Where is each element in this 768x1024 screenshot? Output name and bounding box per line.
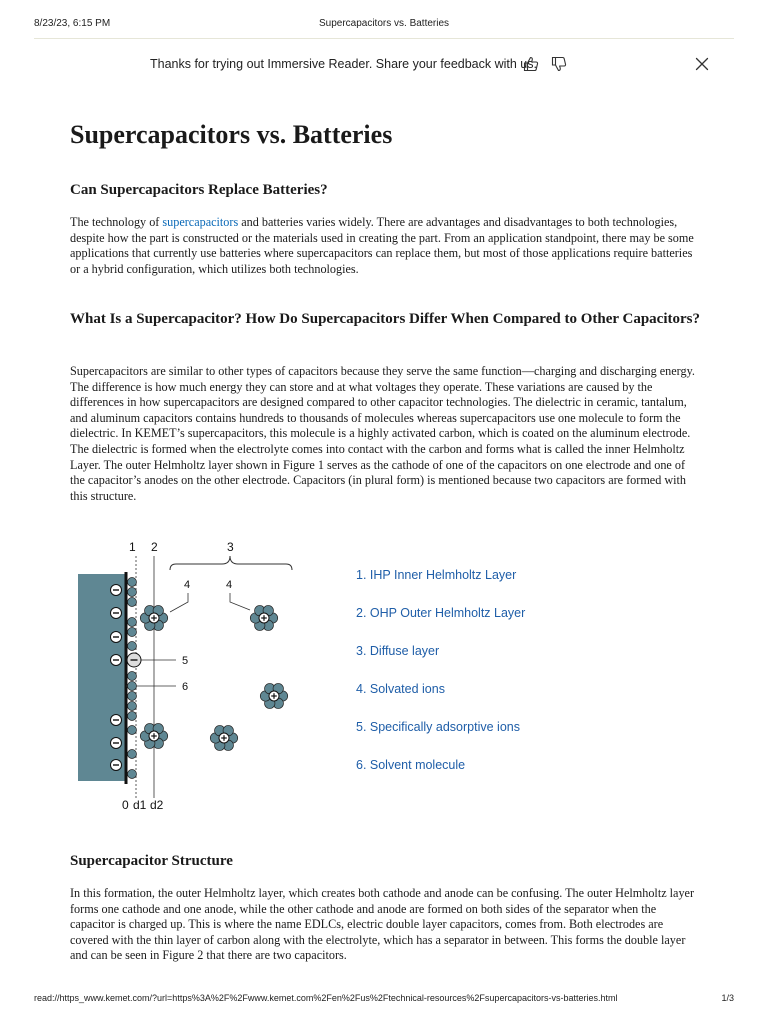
paragraph: Supercapacitors are similar to other types of capacitors because they serve the same function—charging and discharging energy. The difference is how much energy they can store and at what voltages they operate. These variations are caused by the differences in how supercapacitors are designed compared to other capacitor technologies. The dielectric in ceramic, tantalum, and aluminum capacitors contains hundreds to thousands of molecules whereas supercapacitors use one molecule to form the dielectric. In KEMET’s supercapacitors, this molecule is a highly activated carbon, which is coated on the aluminum electrode. The dielectric is formed when the electrolyte comes into contact with the carbon and forms what is called the inner Helmholtz Layer. The outer Helmholtz layer shown in Figure 1 serves as the cathode of one of the capacitors on one electrode and one of the capacitor’s anodes on the other electrode. Capacitors (in plural form) is mentioned because two capacitors are formed with this structure.: [70, 364, 695, 503]
label-d2: d2: [150, 798, 164, 812]
adsorbed-ion: [127, 653, 141, 667]
close-icon[interactable]: [694, 56, 710, 72]
section-structure: [70, 852, 702, 871]
label-d1: d1: [133, 798, 147, 812]
label-4a: 4: [184, 579, 191, 591]
supercapacitors-link[interactable]: supercapacitors: [162, 215, 239, 229]
legend-item: 2. OHP Outer Helmholtz Layer: [356, 606, 526, 620]
label-2: 2: [151, 540, 158, 554]
thumbs-down-icon[interactable]: [550, 55, 568, 73]
legend-item: 1. IHP Inner Helmholtz Layer: [356, 568, 517, 582]
label-6: 6: [182, 681, 189, 693]
solvated-ion: [250, 605, 277, 630]
legend-item: 3. Diffuse layer: [356, 644, 440, 658]
feedback-message: Thanks for trying out Immersive Reader. Share your feedback with us.: [150, 57, 537, 71]
paragraph-text: and batteries varies widely. There are advantages and disadvantages to both technologies, despite how the part is constructed or the materials used in creating the part. From an application standpoint, there may be some applications that currently use batteries where supercapacitors can replace them, but most of those applications require batteries or a hybrid configuration, which utilizes both technologies.: [70, 215, 694, 276]
diffuse-layer-brace: [170, 556, 292, 570]
legend-item: 6. Solvent molecule: [356, 758, 466, 772]
label-3: 3: [227, 540, 234, 554]
feedback-bar: [0, 54, 768, 76]
section-what-is: [70, 310, 702, 329]
section-what-is-body: [70, 364, 702, 504]
section-replace-batteries-body: [70, 215, 702, 277]
section-heading: What Is a Supercapacitor? How Do Supercapacitors Differ When Compared to Other Capacitors?: [70, 311, 700, 327]
section-structure-body: [70, 886, 702, 964]
label-1: 1: [129, 540, 136, 554]
page-number: 1/3: [721, 993, 734, 1003]
callout-line: [230, 593, 250, 610]
print-date: 8/23/23, 6:15 PM: [34, 18, 111, 29]
print-header: [34, 18, 734, 32]
section-replace-batteries: [70, 181, 702, 200]
electrode: [78, 574, 126, 781]
solvated-ion: [260, 683, 287, 708]
paragraph: [70, 215, 702, 277]
paragraph-text: The technology of: [70, 215, 163, 229]
label-4b: 4: [226, 579, 233, 591]
header-divider: [34, 38, 734, 39]
thumbs-up-icon[interactable]: [522, 55, 540, 73]
print-title: Supercapacitors vs. Batteries: [318, 18, 450, 29]
legend-item: 5. Specifically adsorptive ions: [356, 720, 520, 734]
solvated-ions: [140, 605, 287, 750]
label-0: 0: [122, 798, 129, 812]
solvated-ion: [210, 725, 237, 750]
article-title: Supercapacitors vs. Batteries: [70, 120, 393, 149]
callout-line: [170, 593, 188, 612]
section-heading: Can Supercapacitors Replace Batteries?: [70, 182, 328, 198]
print-footer: [34, 993, 734, 1007]
solvated-ion: [140, 723, 167, 748]
label-5: 5: [182, 655, 189, 667]
legend-item: 4. Solvated ions: [356, 682, 445, 696]
solvated-ion: [140, 605, 167, 630]
print-url: read://https_www.kemet.com/?url=https%3A%2F%2Fwww.kemet.com%2Fen%2Fus%2Ftechnical-resources%2Fsupercapacitors-vs-batteries.html: [34, 993, 618, 1003]
section-heading: Supercapacitor Structure: [70, 853, 233, 869]
paragraph: In this formation, the outer Helmholtz layer, which creates both cathode and anode can be confusing. The outer Helmholtz layer forms one cathode and one anode, while the other cathode and anode are formed on both sides of the separator when the capacitor is charged up. This is where the name EDLCs, electric double layer capacitors, comes from. Both electrodes are covered with the thin layer of carbon along with the electrolyte, which has a separator in between. This forms the double layer and can be seen in Figure 2 that there are two capacitors.: [70, 886, 695, 963]
solvent-molecules: [128, 578, 137, 779]
